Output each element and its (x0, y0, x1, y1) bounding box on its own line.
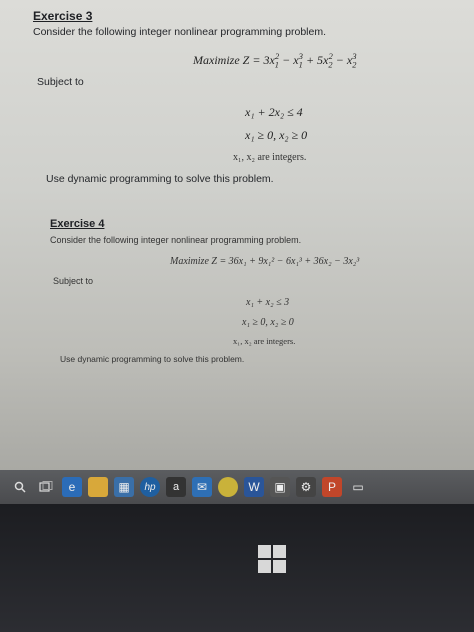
exercise4-constraint-3: x₁, x₂ are integers. (233, 336, 296, 346)
notification-icon[interactable]: ▭ (352, 480, 364, 494)
exercise3-constraint-2: x₁ ≥ 0, x₂ ≥ 0 (245, 128, 308, 142)
exercise3-title: Exercise 3 (33, 9, 93, 23)
laptop-bezel (0, 504, 474, 632)
photos-icon[interactable]: ▣ (270, 477, 290, 497)
exercise4-objective: Maximize Z = 36x₁ + 9x₁² − 6x₁³ + 36x₂ − 3x₂³ (170, 256, 360, 267)
mail-icon[interactable]: ✉ (192, 477, 212, 497)
search-icon[interactable] (10, 477, 30, 497)
exercise3-objective: Maximize $Z = 3x_1^2 - x_1^3 + 5x_2^2 - x_2^3$ (193, 52, 357, 70)
exercise4-intro: Consider the following integer nonlinear programming problem. (50, 235, 302, 245)
word-icon[interactable]: W (244, 477, 264, 497)
exercise4-subject-to: Subject to (53, 276, 94, 286)
hp-icon[interactable]: hp (140, 477, 160, 497)
task-view-icon[interactable] (36, 477, 56, 497)
exercise3-constraint-1: x₁ + 2x₂ ≤ 4 (245, 105, 303, 119)
exercise4-constraint-1: x₁ + x₂ ≤ 3 (246, 297, 290, 308)
exercise4-constraint-2: x₁ ≥ 0, x₂ ≥ 0 (242, 317, 294, 328)
exercise4-method: Use dynamic programming to solve this problem. (60, 354, 245, 364)
store-icon[interactable]: ▦ (114, 477, 134, 497)
file-explorer-icon[interactable] (88, 477, 108, 497)
windows-logo-icon (258, 545, 286, 573)
edge-icon[interactable]: e (62, 477, 82, 497)
exercise4-title: Exercise 4 (50, 218, 105, 230)
exercise3-method: Use dynamic programming to solve this problem. (46, 173, 274, 185)
powerpoint-icon[interactable]: P (322, 477, 342, 497)
chrome-icon[interactable] (218, 477, 238, 497)
amazon-icon[interactable]: a (166, 477, 186, 497)
settings-icon[interactable]: ⚙ (296, 477, 316, 497)
exercise3-constraint-3: x₁, x₂ are integers. (233, 152, 307, 163)
exercise3-intro: Consider the following integer nonlinear programming problem. (33, 26, 326, 38)
taskbar (0, 470, 474, 504)
exercise3-subject-to: Subject to (37, 76, 84, 88)
